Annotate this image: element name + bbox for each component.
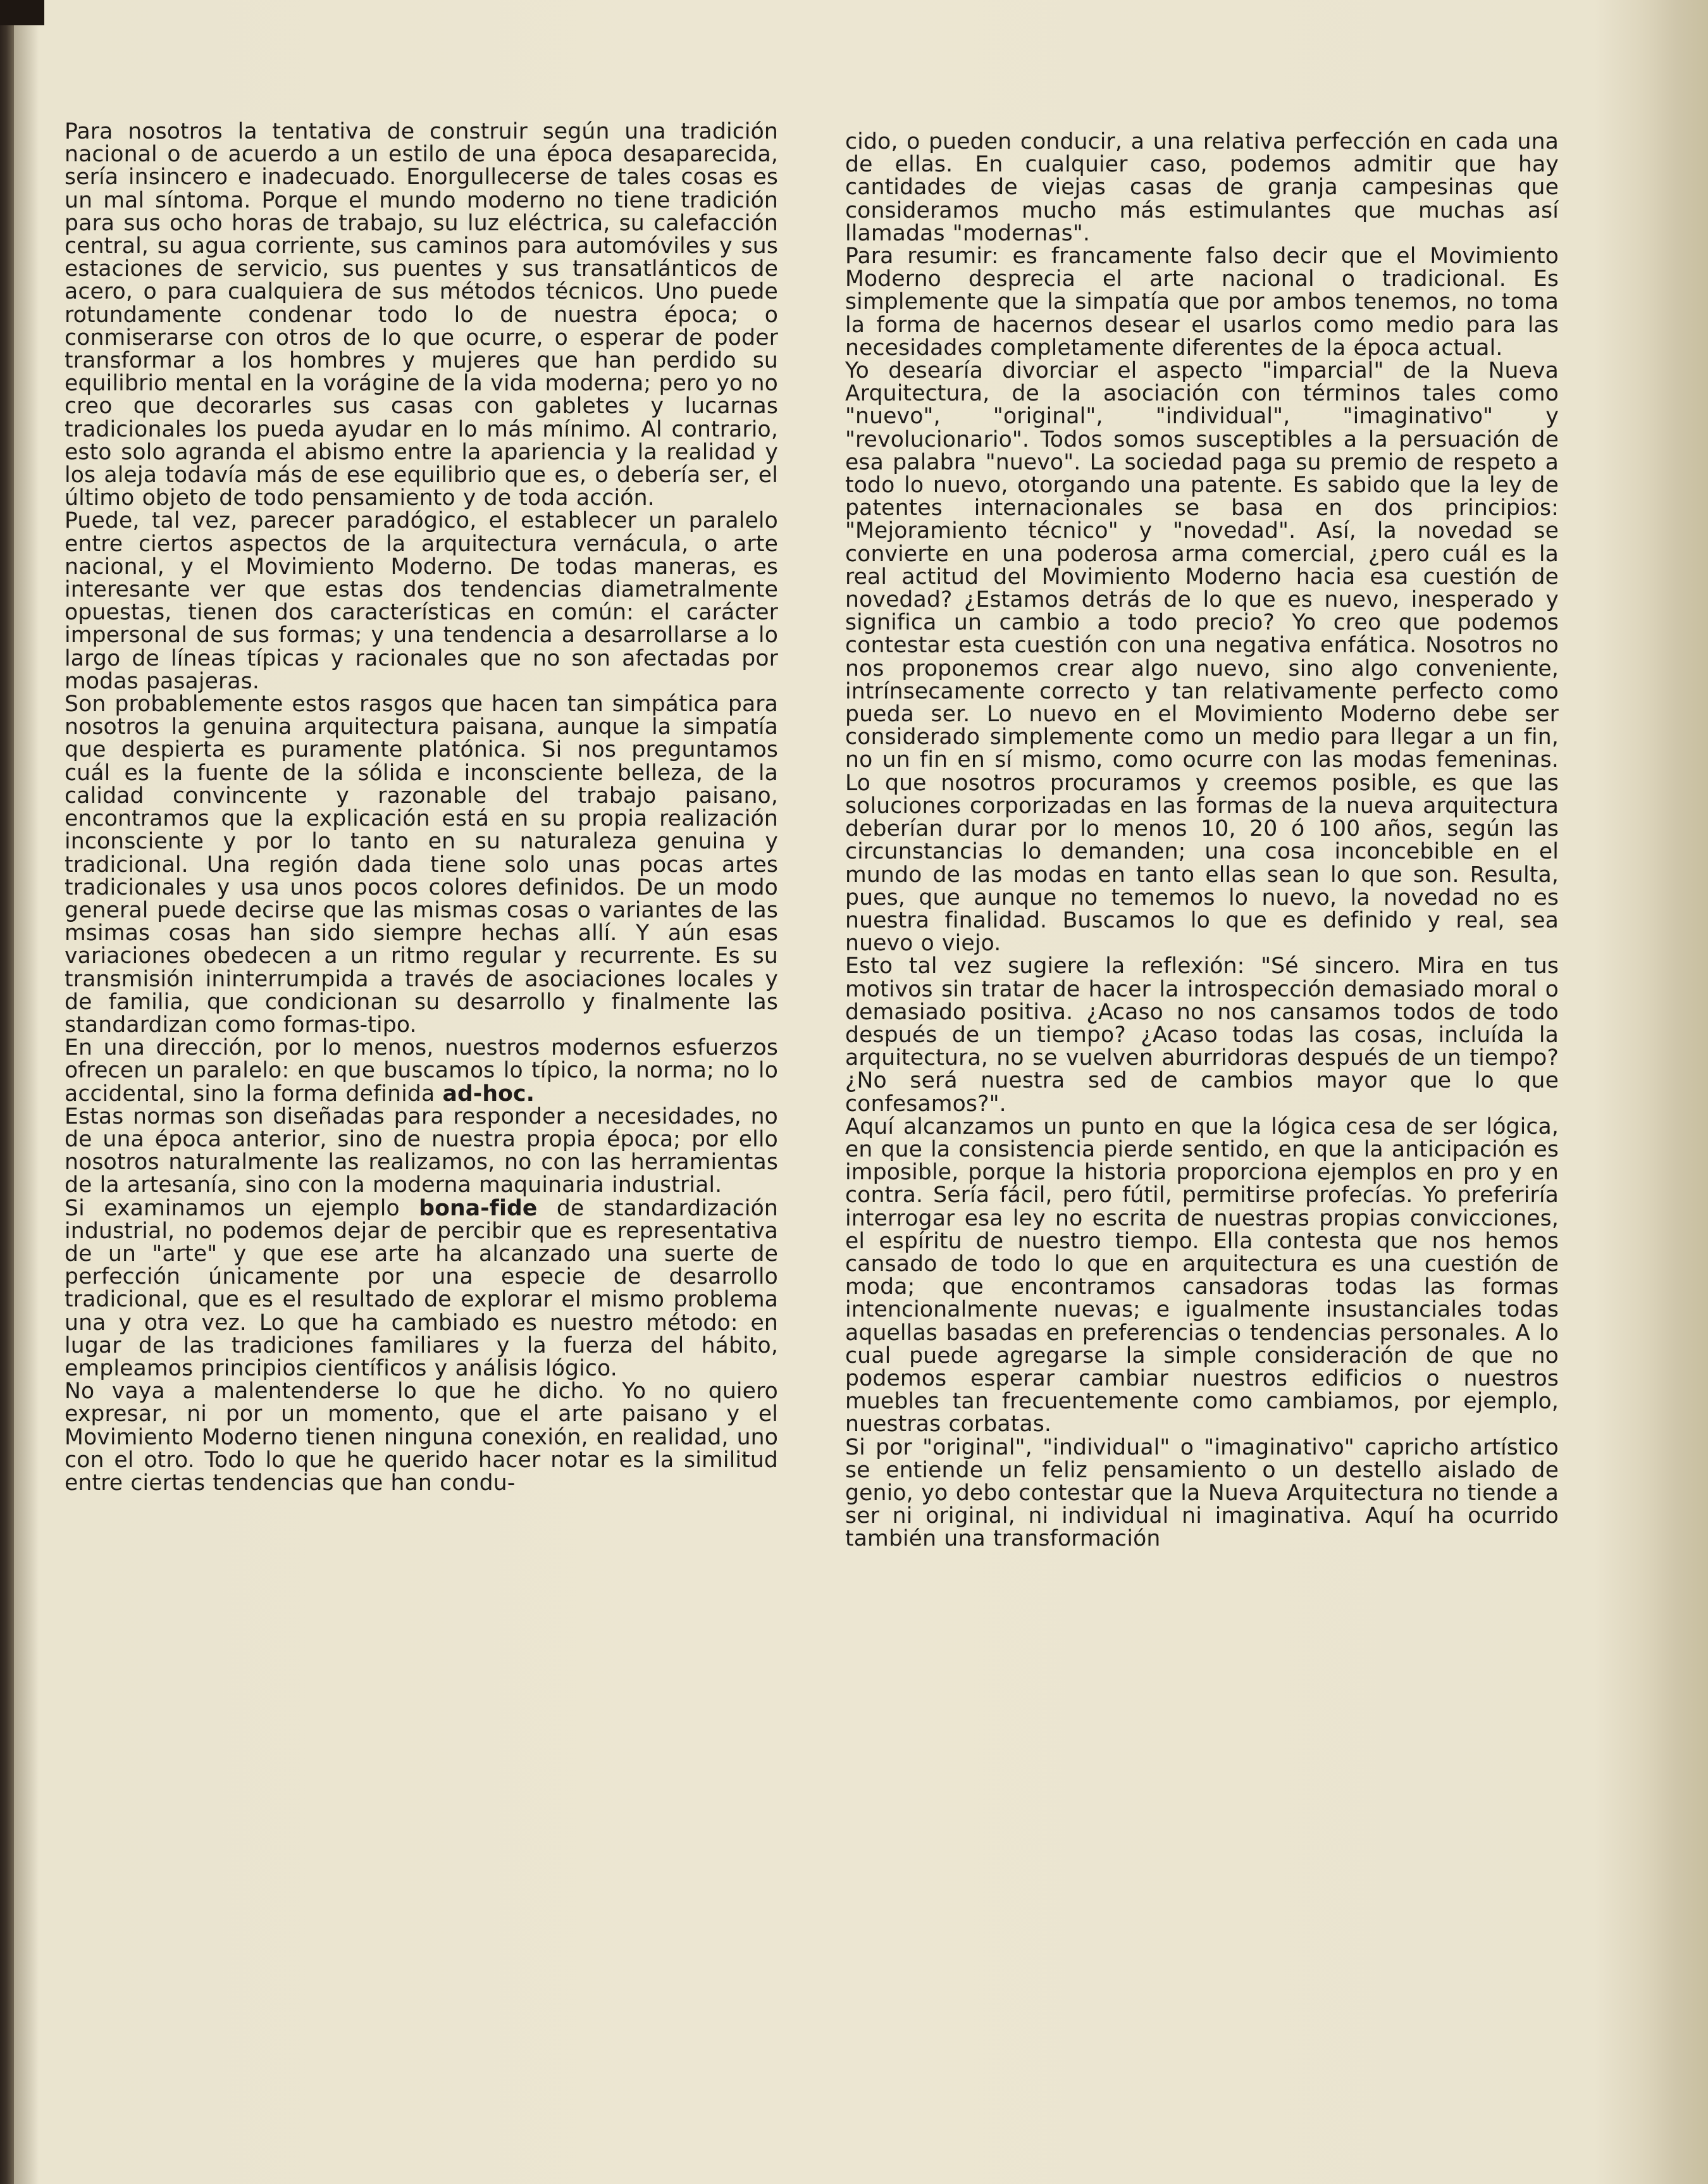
text-column-left <box>65 120 778 2044</box>
page-corner <box>0 0 44 25</box>
paragraph: Para resumir: es francamente falso decir que el Movimiento Moderno desprecia el arte nacional o tradicional. Es simplemente que la simpatía que por ambos tenemos, no toma la forma de hacernos desear el usarlos como medio para las necesidades completamente diferentes de la época actual. <box>845 244 1559 361</box>
paragraph <box>65 1036 778 1105</box>
paragraph: Esto tal vez sugiere la reflexión: "Sé sincero. Mira en tus motivos sin tratar de hacer la introspección demasiado moral o demasiado positiva. ¿Acaso no nos cansamos todos de todo después de un tiempo? ¿Acaso todas las cosas, incluída la arquitectura, no se vuelven aburridoras después de un tiempo? ¿No será nuestra sed de cambios mayor que lo que confesamos?". <box>845 953 1559 1117</box>
bold-term-bona-fide: bona-fide <box>419 1195 538 1221</box>
text-column-right <box>845 130 1559 2054</box>
paragraph: Estas normas son diseñadas para responder a necesidades, no de una época anterior, sino de nuestra propia época; por ello nosotros naturalmente las realizamos, no con las herramientas de la artesanía, sino con la moderna maquinaria industrial. <box>65 1103 778 1198</box>
paragraph: Yo desearía divorciar el aspecto "imparcial" de la Nueva Arquitectura, de la asociación con términos tales como "nuevo", "original", "individual", "imaginativo" y "revolucionario". Todos somos susceptibles a la persuación de esa palabra "nuevo". La sociedad paga su premio de respeto a todo lo nuevo, otorgando una patente. Es sabido que la ley de patentes internacionales se basa en dos principios: "Mejoramiento técnico" y "novedad". Así, la novedad se convierte en una poderosa arma comercial, ¿pero cuál es la real actitud del Movimiento Moderno hacia esa cuestión de novedad? ¿Estamos detrás de lo que es nuevo, inesperado y significa un cambio a todo precio? Yo creo que podemos contestar esta cuestión con una negativa enfática. Nosotros no nos proponemos crear algo nuevo, sino algo conveniente, intrínsecamente correcto y tan relativamente perfecto como pueda ser. Lo nuevo en el Movimiento Moderno debe ser considerado simplemente como un medio para llegar a un fin, no un fin en sí mismo, como ocurre con las modas femeninas. Lo que nosotros procuramos y creemos posible, es que las soluciones corporizadas en las formas de la nueva arquitectura deberían durar por lo menos 10, 20 ó 100 años, según las circunstancias lo demanden; una cosa inconcebible en el mundo de las modas en tanto ellas sean lo que son. Resulta, pues, que aunque no tememos lo nuevo, la novedad no es nuestra finalidad. Buscamos lo que es definido y real, sea nuevo o viejo. <box>845 358 1559 957</box>
book-binding <box>0 0 14 2184</box>
paragraph: Para nosotros la tentativa de construir según una tradición nacional o de acuerdo a un estilo de una época desaparecida, sería insincero e inadecuado. Enorgullecerse de tales cosas es un mal síntoma. Porque el mundo moderno no tiene tradición para sus ocho horas de trabajo, su luz eléctrica, su calefacción central, su agua corriente, sus caminos para automóviles y sus estaciones de servicio, sus puentes y sus transatlánticos de acero, o para cualquiera de sus métodos técnicos. Uno puede rotundamente condenar todo lo de nuestra época; o conmiserarse con otros de lo que ocurre, o esperar de poder transformar a los hombres y mujeres que han perdido su equilibrio mental en la vorágine de la vida moderna; pero yo no creo que decorarles sus casas con gabletes y lucarnas tradicionales los pueda ayudar en lo más mínimo. Al contrario, esto solo agranda el abismo entre la apariencia y la realidad y los aleja todavía más de ese equilibrio que es, o debería ser, el último objeto de todo pensamiento y de toda acción. <box>65 120 778 511</box>
binding-shadow <box>14 0 39 2184</box>
paragraph: No vaya a malentenderse lo que he dicho. Yo no quiero expresar, ni por un momento, que el arte paisano y el Movimiento Moderno tienen ninguna conexión, en realidad, uno con el otro. Todo lo que he querido hacer notar es la similitud entre ciertas tendencias que han condu- <box>65 1379 778 1496</box>
paragraph-text: de standardización industrial, no podemos dejar de percibir que es representativa de un "arte" y que ese arte ha alcanzado una suerte de perfección únicamente por una especie de desarrollo tradicional, que es el resultado de explorar el mismo problema una y otra vez. Lo que ha cambiado es nuestro método: en lugar de las tradiciones familiares y la fuerza del hábito, empleamos principios científicos y análisis lógico. <box>65 1195 778 1381</box>
bold-term-ad-hoc: ad-hoc. <box>442 1081 535 1107</box>
paragraph: Son probablemente estos rasgos que hacen tan simpática para nosotros la genuina arquitectura paisana, aunque la simpatía que despierta es puramente platónica. Si nos preguntamos cuál es la fuente de la sólida e inconsciente belleza, de la calidad convincente y razonable del trabajo paisano, encontramos que la explicación está en su propia realización inconsciente y por lo tanto en su naturaleza genuina y tradicional. Una región dada tiene solo unas pocas artes tradicionales y usa unos pocos colores definidos. De un modo general puede decirse que las mismas cosas o variantes de las msimas cosas han sido siempre hechas allí. Y aún esas variaciones obedecen a un ritmo regular y recurrente. Es su transmisión ininterrumpida a través de asociaciones locales y de familia, que condicionan su desarrollo y finalmente las standardizan como formas-tipo. <box>65 692 778 1038</box>
paragraph: Puede, tal vez, parecer paradógico, el establecer un paralelo entre ciertos aspectos de la arquitectura vernácula, o arte nacional, y el Movimiento Moderno. De todas maneras, es interesante ver que estas dos tendencias diametralmente opuestas, tienen dos características en común: el carácter impersonal de sus formas; y una tendencia a desarrollarse a lo largo de líneas típicas y racionales que no son afectadas por modas pasajeras. <box>65 508 778 694</box>
paragraph <box>65 1197 778 1381</box>
paragraph-text: En una dirección, por lo menos, nuestros modernos esfuerzos ofrecen un paralelo: en que buscamos lo típico, la norma; no lo accidental, sino la forma definida <box>65 1035 778 1107</box>
paragraph-text: Si examinamos un ejemplo <box>65 1195 419 1221</box>
paragraph: Si por "original", "individual" o "imaginativo" capricho artístico se entiende un feliz pensamiento o un destello aislado de genio, yo debo contestar que la Nueva Arquitectura no tiende a ser ni original, ni individual ni imaginativa. Aquí ha ocurrido también una transformación <box>845 1434 1559 1552</box>
paragraph: Aquí alcanzamos un punto en que la lógica cesa de ser lógica, en que la consistencia pierde sentido, en que la anticipación es imposible, porque la historia proporciona ejemplos en pro y en contra. Sería fácil, pero fútil, permitirse profecías. Yo preferiría interrogar esa ley no escrita de nuestras propias convicciones, el espíritu de nuestro tiempo. Ella contesta que nos hemos cansado de todo lo que en arquitectura es una cuestión de moda; que encontramos cansadoras todas las formas intencionalmente nuevas; e igualmente insustanciales todas aquellas basadas en preferencias o tendencias personales. A lo cual puede agregarse la simple consideración de que no podemos esperar cambiar nuestros edificios o nuestros muebles tan frecuentemente como cambiamos, por ejemplo, nuestras corbatas. <box>845 1114 1559 1437</box>
paragraph: cido, o pueden conducir, a una relativa perfección en cada una de ellas. En cualquier caso, podemos admitir que hay cantidades de viejas casas de granja campesinas que consideramos mucho más estimulantes que muchas así llamadas "modernas". <box>845 130 1559 246</box>
